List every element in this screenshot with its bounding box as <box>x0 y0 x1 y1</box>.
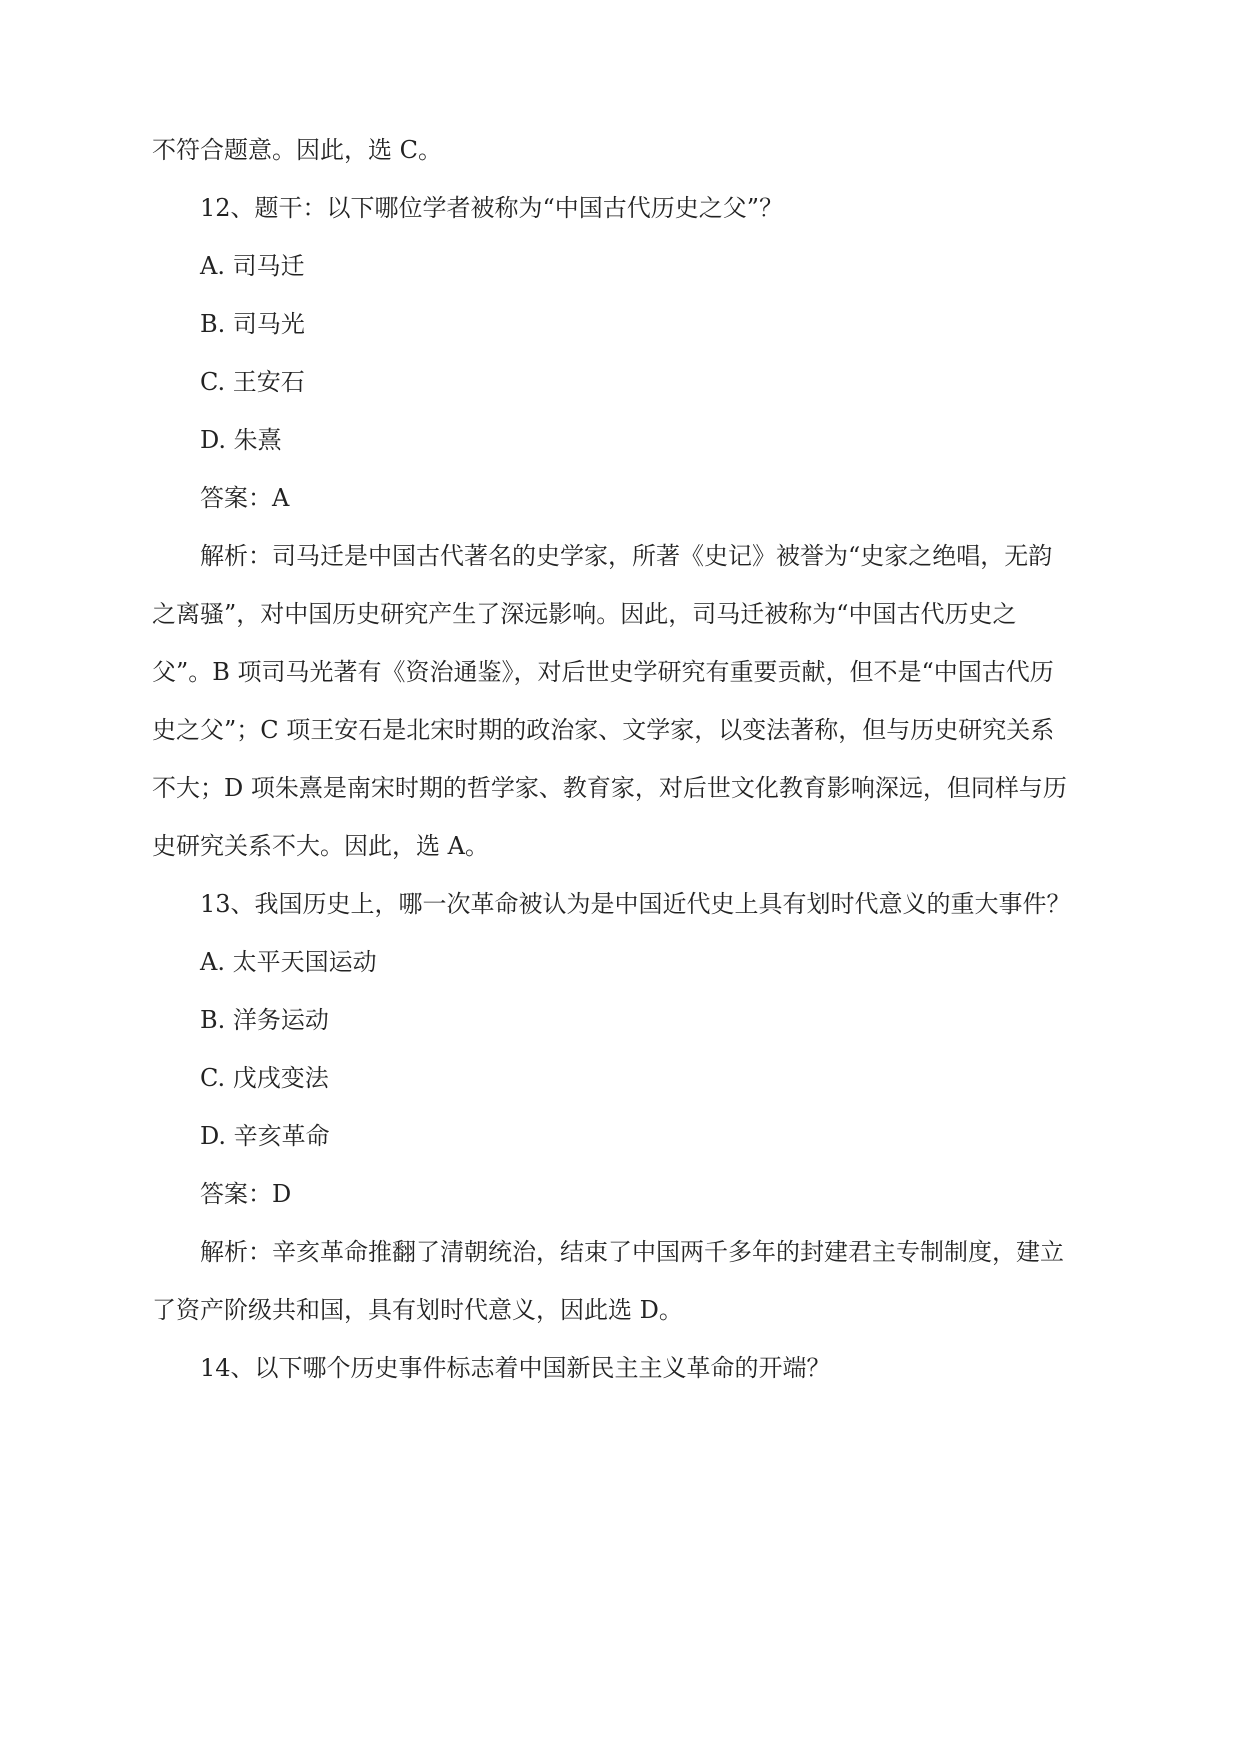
question-14-stem: 14、以下哪个历史事件标志着中国新民主主义革命的开端？ <box>200 1354 831 1382</box>
question-12-stem: 12、题干：以下哪位学者被称为“中国古代历史之父”？ <box>200 194 784 222</box>
question-13-option-b: B. 洋务运动 <box>200 1006 329 1034</box>
question-13-explanation-line: 解析：辛亥革命推翻了清朝统治，结束了中国两千多年的封建君主专制制度，建立 <box>200 1238 1064 1266</box>
question-12-explanation-line: 之离骚”，对中国历史研究产生了深远影响。因此，司马迁被称为“中国古代历史之 <box>152 600 1017 628</box>
question-12-explanation-line: 父”。B 项司马光著有《资治通鉴》，对后世史学研究有重要贡献，但不是“中国古代历 <box>152 658 1054 686</box>
question-12-option-c: C. 王安石 <box>200 368 305 396</box>
question-12-explanation-line: 史研究关系不大。因此，选 A。 <box>152 832 489 860</box>
question-13-option-a: A. 太平天国运动 <box>200 948 377 976</box>
question-12-option-a: A. 司马迁 <box>200 252 305 280</box>
question-12-explanation-line: 不大；D 项朱熹是南宋时期的哲学家、教育家，对后世文化教育影响深远，但同样与历 <box>152 774 1067 802</box>
question-12-answer: 答案：A <box>200 484 290 512</box>
question-13-option-c: C. 戊戌变法 <box>200 1064 329 1092</box>
question-12-explanation-line: 史之父”；C 项王安石是北宋时期的政治家、文学家，以变法著称，但与历史研究关系 <box>152 716 1055 744</box>
question-13-option-d: D. 辛亥革命 <box>200 1122 330 1150</box>
paragraph-line: 不符合题意。因此，选 C。 <box>152 136 442 164</box>
question-12-option-d: D. 朱熹 <box>200 426 282 454</box>
question-12-option-b: B. 司马光 <box>200 310 305 338</box>
question-12-explanation-line: 解析：司马迁是中国古代著名的史学家，所著《史记》被誉为“史家之绝唱，无韵 <box>200 542 1053 570</box>
question-13-explanation-line: 了资产阶级共和国，具有划时代意义，因此选 D。 <box>152 1296 683 1324</box>
question-13-stem: 13、我国历史上，哪一次革命被认为是中国近代史上具有划时代意义的重大事件？ <box>200 890 1071 918</box>
question-13-answer: 答案：D <box>200 1180 292 1208</box>
